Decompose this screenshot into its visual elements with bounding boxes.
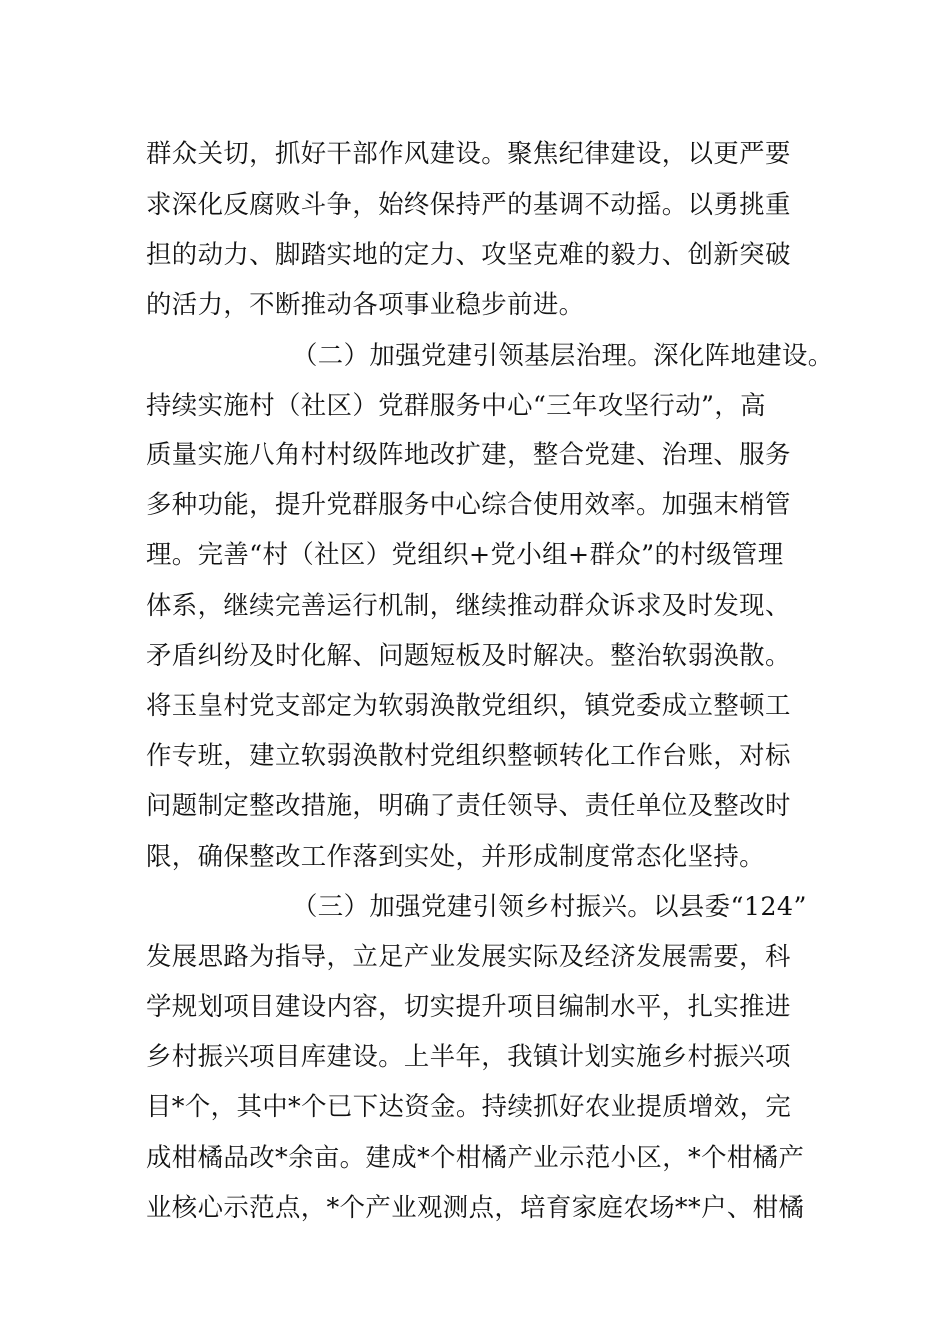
paragraph-line: 限，确保整改工作落到实处，并形成制度常态化坚持。 (146, 841, 765, 871)
paragraph-line: 问题制定整改措施，明确了责任领导、责任单位及整改时 (146, 790, 791, 820)
paragraph-line: 求深化反腐败斗争，始终保持严的基调不动摇。以勇挑重 (146, 189, 791, 219)
paragraph-line: 成柑橘品改*余亩。建成*个柑橘产业示范小区，*个柑橘产 (146, 1142, 805, 1172)
paragraph-line: 理。完善“村（社区）党组织+党小组+群众”的村级管理 (146, 539, 784, 569)
paragraph-line: 学规划项目建设内容，切实提升项目编制水平，扎实推进 (146, 991, 791, 1021)
paragraph-line: 业核心示范点，*个产业观测点，培育家庭农场**户、柑橘 (146, 1192, 805, 1222)
paragraph-line: 发展思路为指导，立足产业发展实际及经济发展需要，科 (146, 941, 791, 971)
section-heading-2: （二）加强党建引领基层治理。深化阵地建设。 (292, 340, 834, 370)
paragraph-line: 多种功能，提升党群服务中心综合使用效率。加强末梢管 (146, 489, 791, 519)
paragraph-line: 群众关切，抓好干部作风建设。聚焦纪律建设，以更严要 (146, 138, 791, 168)
paragraph-line: 体系，继续完善运行机制，继续推动群众诉求及时发现、 (146, 590, 791, 620)
paragraph-line: 作专班，建立软弱涣散村党组织整顿转化工作台账，对标 (146, 740, 791, 770)
paragraph-line: 矛盾纠纷及时化解、问题短板及时解决。整治软弱涣散。 (146, 640, 791, 670)
paragraph-line: 持续实施村（社区）党群服务中心“三年攻坚行动”，高 (146, 390, 766, 420)
paragraph-line: 质量实施八角村村级阵地改扩建，整合党建、治理、服务 (146, 439, 791, 469)
paragraph-line: 乡村振兴项目库建设。上半年，我镇计划实施乡村振兴项 (146, 1041, 791, 1071)
section-heading-3: （三）加强党建引领乡村振兴。以县委“124” (292, 891, 807, 921)
paragraph-line: 的活力，不断推动各项事业稳步前进。 (146, 289, 585, 319)
paragraph-line: 目*个，其中*个已下达资金。持续抓好农业提质增效，完 (146, 1091, 792, 1121)
paragraph-line: 担的动力、脚踏实地的定力、攻坚克难的毅力、创新突破 (146, 239, 791, 269)
paragraph-line: 将玉皇村党支部定为软弱涣散党组织，镇党委成立整顿工 (146, 690, 791, 720)
